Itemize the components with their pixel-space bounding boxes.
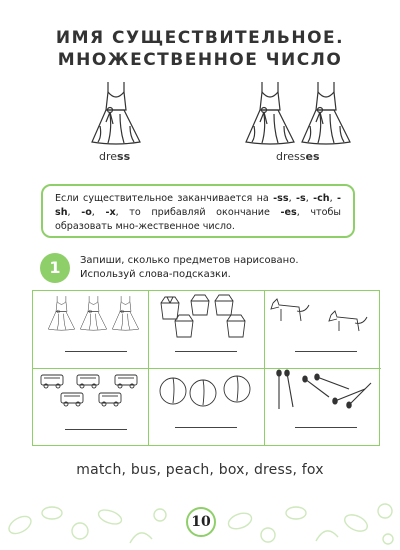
instruction-line-2: Используй слова-подсказки. [80,269,231,280]
dress-illustration-singular [86,80,146,146]
rule-box: Если существительное заканчивается на -ss, -s, -ch, -sh, -o, -x, то прибавляй окончание -es, чтобы образовать мно-жественное число. [41,184,355,238]
cell-buses [33,369,149,445]
cell-boxes [149,291,265,369]
answer-line[interactable] [295,351,357,352]
exercise-instructions [80,254,299,282]
answer-line[interactable] [295,427,357,428]
cell-foxes [265,291,381,369]
example-plural-word [276,150,320,163]
plural-ending: es [305,150,320,163]
cell-matches [265,369,381,445]
example-singular-word [99,150,130,163]
box-icon [149,291,265,369]
plural-stem: dress [276,150,306,163]
bus-icon [33,369,149,445]
page-title-line-1: ИМЯ СУЩЕСТВИТЕЛЬНОЕ. [55,28,345,48]
exercise-grid [32,290,380,446]
dress-icon [33,291,149,369]
dress-illustration-plural-1 [240,80,300,146]
cell-dresses [33,291,149,369]
page-title-line-2: МНОЖЕСТВЕННОЕ ЧИСЛО [57,50,343,70]
fox-icon [265,291,381,369]
hint-words: match, bus, peach, box, dress, fox [76,462,324,478]
page-number: 10 [186,507,216,537]
cell-peaches [149,369,265,445]
exercise-number-badge: 1 [40,253,70,283]
answer-line[interactable] [175,427,237,428]
peach-icon [149,369,265,445]
answer-line[interactable] [65,429,127,430]
answer-line[interactable] [65,351,127,352]
instruction-line-1: Запиши, сколько предметов нарисовано. [80,255,299,266]
answer-line[interactable] [175,351,237,352]
match-icon [265,369,381,445]
singular-ending: ss [117,150,131,163]
singular-stem: dre [99,150,118,163]
dress-illustration-plural-2 [296,80,356,146]
